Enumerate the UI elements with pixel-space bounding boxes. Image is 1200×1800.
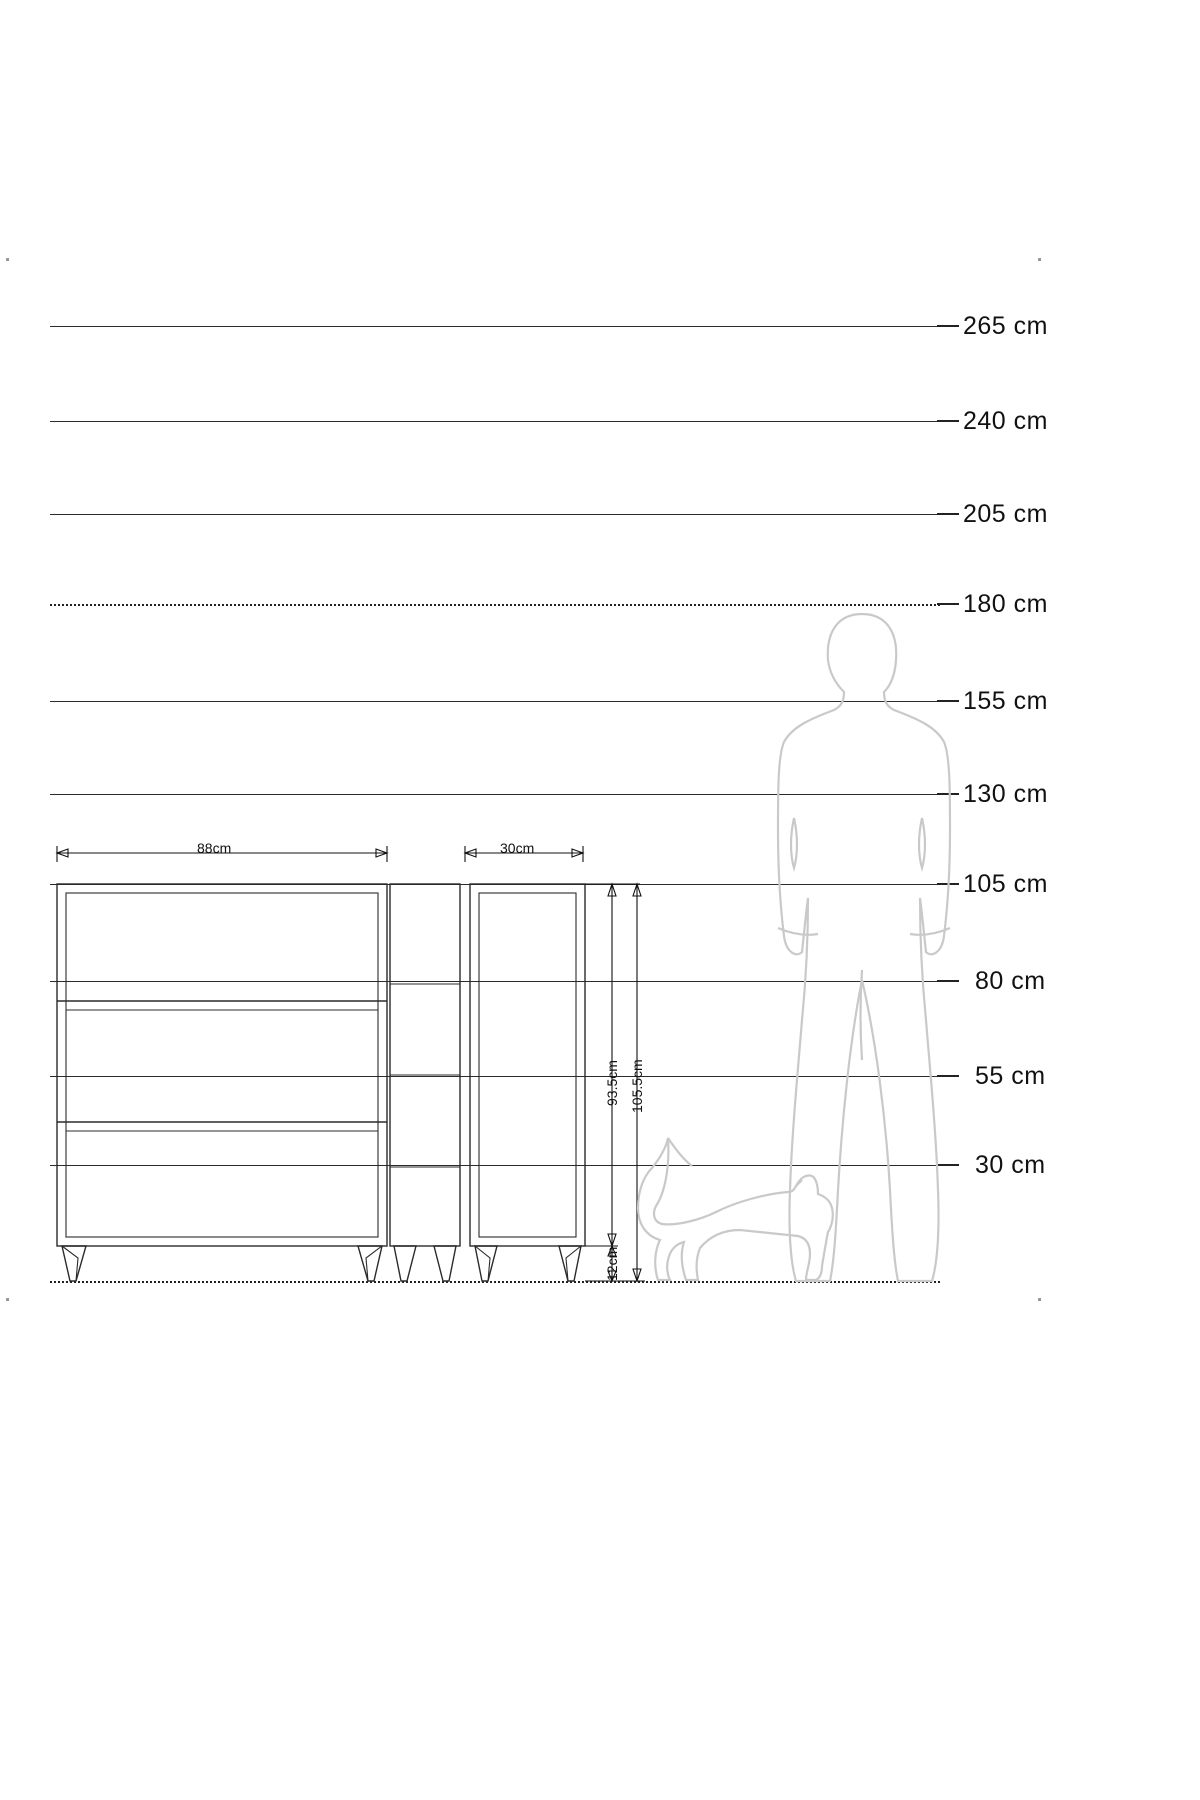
- tick-130: [937, 793, 959, 795]
- tall-cabinet-30cm: [470, 884, 585, 1281]
- scale-line-265: [50, 326, 940, 327]
- scale-label-180: 180 cm: [963, 590, 1048, 618]
- tick-240: [937, 420, 959, 422]
- scale-label-105: 105 cm: [963, 870, 1048, 898]
- registration-dot-bottom-right: [1038, 1298, 1041, 1301]
- dimension-label-88: 88cm: [197, 840, 232, 856]
- scale-line-155: [50, 701, 940, 702]
- floor-line: [50, 1281, 940, 1283]
- tick-180: [937, 603, 959, 605]
- tick-80: [937, 980, 959, 982]
- scale-label-80: 80 cm: [975, 967, 1046, 995]
- tick-30: [937, 1164, 959, 1166]
- sideboard-88cm: [57, 884, 387, 1281]
- scale-label-55: 55 cm: [975, 1062, 1046, 1090]
- man-silhouette: [778, 614, 950, 1281]
- open-shelf-unit: [390, 884, 460, 1281]
- tick-205: [937, 513, 959, 515]
- scale-line-80: [50, 981, 940, 982]
- dimension-label-12: 12cm: [604, 1246, 620, 1281]
- scale-line-240: [50, 421, 940, 422]
- scale-line-105: [50, 884, 940, 885]
- dimension-label-105-5: 105.5cm: [629, 1059, 645, 1113]
- tick-55: [937, 1075, 959, 1077]
- registration-dot-top-left: [6, 258, 9, 261]
- scale-label-205: 205 cm: [963, 500, 1048, 528]
- scale-label-240: 240 cm: [963, 407, 1048, 435]
- scale-line-55: [50, 1076, 940, 1077]
- scale-label-130: 130 cm: [963, 780, 1048, 808]
- scale-line-205: [50, 514, 940, 515]
- scale-label-155: 155 cm: [963, 687, 1048, 715]
- dimension-label-93-5: 93.5cm: [604, 1060, 620, 1106]
- scale-line-180: [50, 604, 940, 606]
- scale-label-265: 265 cm: [963, 312, 1048, 340]
- scale-line-30: [50, 1165, 940, 1166]
- scale-label-30: 30 cm: [975, 1151, 1046, 1179]
- registration-dot-top-right: [1038, 258, 1041, 261]
- tick-105: [937, 883, 959, 885]
- registration-dot-bottom-left: [6, 1298, 9, 1301]
- dimension-label-30: 30cm: [500, 840, 535, 856]
- cat-silhouette: [638, 1138, 833, 1280]
- tick-265: [937, 325, 959, 327]
- tick-155: [937, 700, 959, 702]
- scale-line-130: [50, 794, 940, 795]
